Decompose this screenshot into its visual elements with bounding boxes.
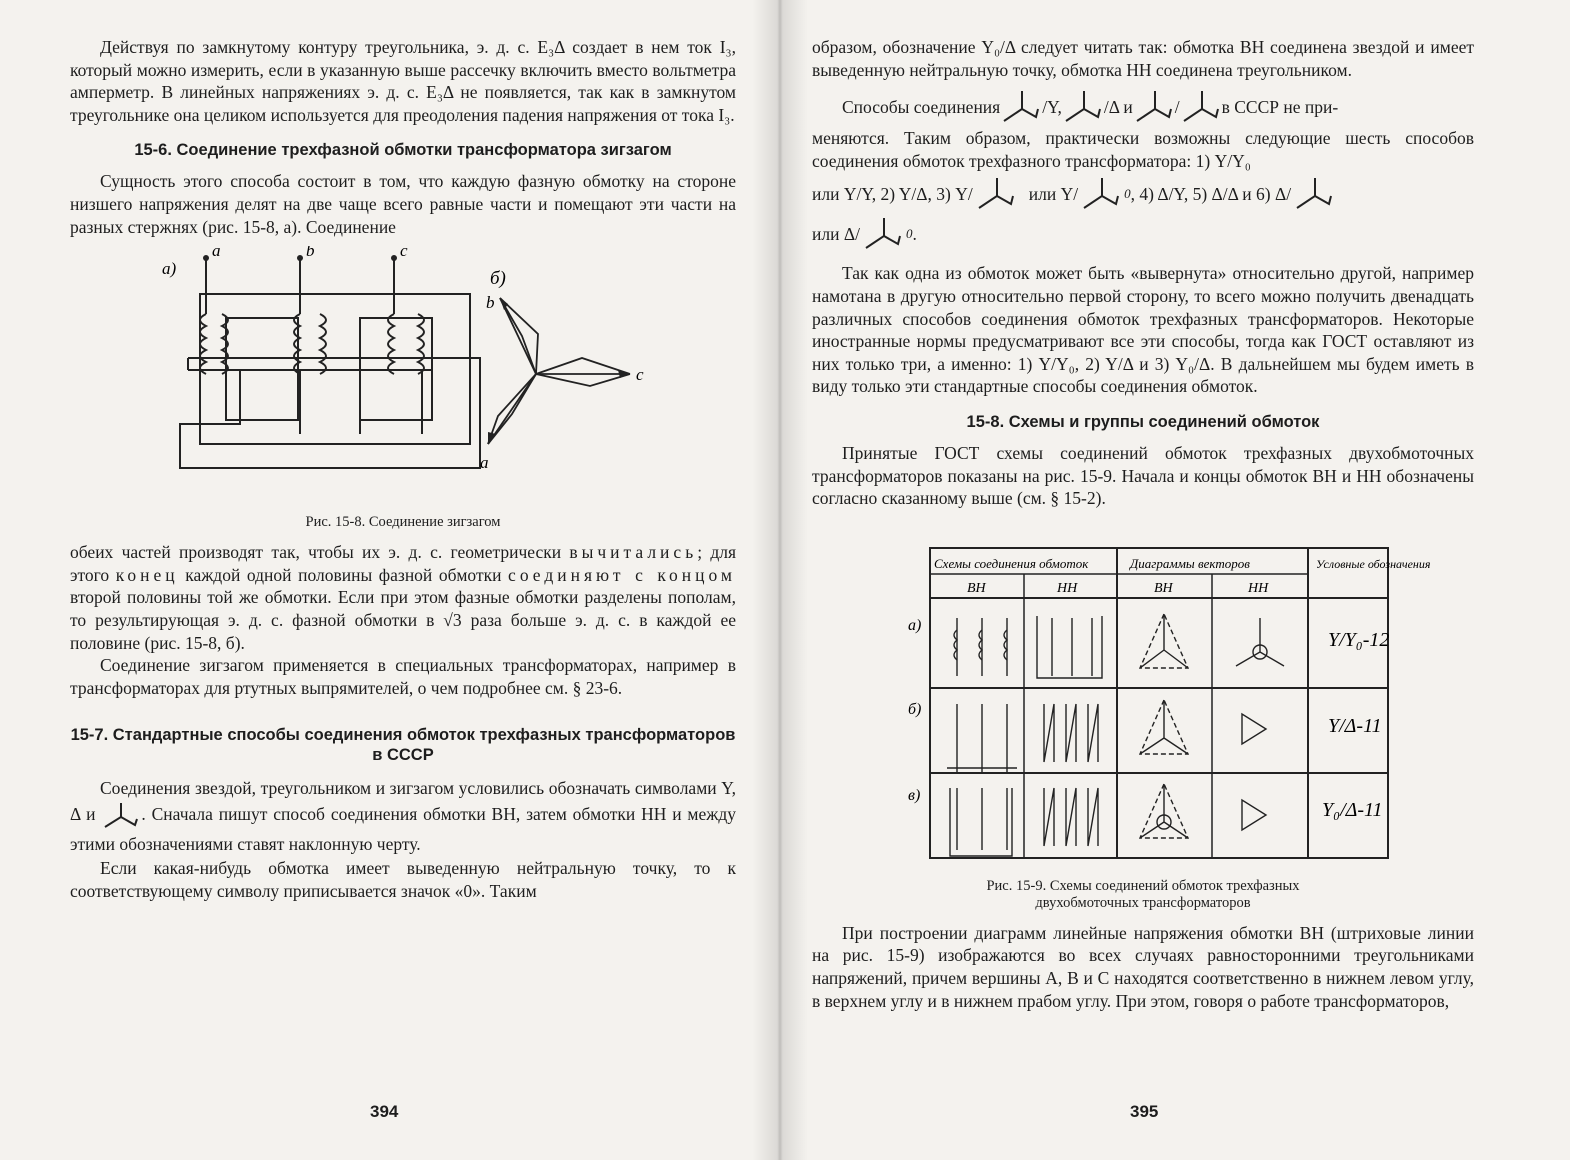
text-run: каждой одной половины фазной обмотки	[185, 564, 502, 585]
header-symbols: Условные обозначения	[1316, 556, 1431, 571]
terminal-c-label: c	[400, 246, 408, 261]
text-run: второй половины той же обмотки. Если при этом фазные обмотки разделены пополам, то результирующая э. д. с. фазной обмотки в √3 раза больше э. д. с. в каждой ее половине (рис. 15-8, б).	[70, 587, 736, 653]
text-run: или Y/Y, 2) Y/Δ, 3) Y/	[812, 184, 973, 205]
vector-b-label: b	[486, 293, 495, 313]
row-label-a: а)	[908, 616, 922, 634]
symbol-line	[812, 87, 1474, 127]
figure-15-8	[70, 246, 736, 508]
page-number: 395	[1130, 1102, 1159, 1121]
row-label-c: в)	[908, 786, 921, 804]
header-diagrams: Диаграммы векторов	[1130, 555, 1250, 571]
zigzag-symbol-icon	[973, 174, 1019, 214]
vector-c-label: c	[636, 365, 644, 385]
zigzag-symbol-icon	[101, 801, 141, 831]
zigzag-symbol-icon	[1180, 87, 1222, 127]
page-number: 394	[370, 1102, 399, 1121]
figure-caption: Рис. 15-8. Соединение зигзагом	[305, 514, 501, 531]
figure-caption	[812, 878, 1474, 912]
header-nn-1: НН	[1057, 580, 1078, 596]
connection-table	[812, 518, 1474, 878]
text-run: Соединения звездой, треугольником и зигзагом условились обозначать символами Y, Δ и	[70, 778, 736, 825]
zigzag-symbol-icon	[1291, 174, 1337, 214]
paragraph: меняются. Таким образом, практически возможны следующие шесть способов соединения обмоток трехфазного трансформатора: 1) Y/Y₀	[812, 128, 1474, 171]
text-run: ; для этого	[70, 542, 736, 585]
section-heading-15-8: 15-8. Схемы и группы соединений обмоток	[966, 412, 1320, 431]
fig8-label-b: б)	[490, 268, 506, 290]
caption-line: Рис. 15-9. Схемы соединений обмоток трехфазных	[986, 877, 1300, 894]
text-run: или Δ/	[812, 224, 860, 245]
text-run: , 4) Δ/Y, 5) Δ/Δ и 6) Δ/	[1130, 184, 1292, 205]
text-run: /	[1174, 97, 1180, 118]
paragraph	[70, 541, 736, 654]
neutral-zero: 0	[905, 226, 913, 242]
section-heading-15-7: 15-7. Стандартные способы соединения обмоток трехфазных трансформаторов в СССР	[70, 726, 736, 765]
vector-a-label: a	[480, 453, 489, 473]
left-page	[0, 0, 780, 1160]
figure-15-9	[812, 518, 1474, 878]
text-run: обеих частей производят так, чтобы их э. д. с. геометрически	[70, 542, 562, 563]
symbol-row-c: Y₀/Δ-11	[1322, 798, 1383, 821]
section-heading-15-6: 15-6. Соединение трехфазной обмотки трансформатора зигзагом	[134, 141, 672, 160]
paragraph: Так как одна из обмоток может быть «вывернута» относительно другой, например намотана в другую относительно первой сторону, то всего можно получить двенадцать различных способов соединения обмоток трехфазных трансформаторов. Некоторые иностранные нормы предусматривают все эти способы, тогда как ГОСТ оставляют из них только три, а именно: 1) Y/Y₀, 2) Y/Δ и 3) Y₀/Δ. В дальнейшем мы будем иметь в виду только эти стандартные способы соединения обмоток.	[812, 263, 1474, 397]
row-label-b: б)	[908, 700, 922, 718]
text-run: /Y,	[1042, 97, 1062, 118]
paragraph: образом, обозначение Y₀/Δ следует читать так: обмотка ВН соединена звездой и имеет выведенную нейтральную точку, обмотка НН соединена треугольником.	[812, 37, 1474, 80]
caption-line: двухобмоточных трансформаторов	[1035, 894, 1251, 911]
symbol-row-a: Y/Y₀-12	[1328, 628, 1390, 651]
zigzag-symbol-icon	[1078, 174, 1124, 214]
zigzag-symbol-icon	[1062, 87, 1104, 127]
text-run: Способы соединения	[842, 97, 1001, 118]
paragraph: Сущность этого способа состоит в том, что каждую фазную обмотку на стороне низшего напряжения делят на две чаще всего равные части и помещают эти части на разных стержнях (рис. 15-8, а). Соединение	[70, 171, 736, 237]
paragraph: Действуя по замкнутому контуру треугольника, э. д. с. E₃Δ создает в нем ток I₃, который можно измерить, если в указанную выше рассечку включить вместо вольтметра амперметр. В линейных напряжениях э. д. с. E₃Δ не появляется, так как в замкнутом треугольнике она целиком используется для преодоления падения напряжения от тока I₃.	[70, 37, 736, 125]
zigzag-diagram	[70, 246, 736, 508]
right-page	[780, 0, 1570, 1160]
zigzag-symbol-icon	[860, 214, 906, 254]
text-run: или Y/	[1028, 184, 1079, 205]
symbol-row-b: Y/Δ-11	[1328, 714, 1382, 737]
header-vn-2: ВН	[1154, 580, 1173, 596]
paragraph: Соединение зигзагом применяется в специальных трансформаторах, например в трансформаторах для ртутных выпрямителей, о чем подробнее см. § 23-6.	[70, 655, 736, 698]
spaced-emphasis: вычитались	[569, 542, 698, 563]
period: .	[912, 224, 917, 245]
symbol-line	[812, 174, 1474, 214]
header-schemes: Схемы соединения обмоток	[934, 555, 1089, 571]
paragraph	[70, 775, 736, 857]
header-nn-2: НН	[1248, 580, 1269, 596]
paragraph: Принятые ГОСТ схемы соединений обмоток трехфазных двухобмоточных трансформаторов показаны на рис. 15-9. Начала и концы обмоток ВН и НН обозначены согласно сказанному выше (см. § 15-2).	[812, 442, 1474, 509]
terminal-a-label: a	[212, 246, 221, 261]
text-run: в СССР не при-	[1221, 97, 1339, 118]
paragraph: При построении диаграмм линейные напряжения обмотки ВН (штриховые линии на рис. 15-9) изображаются во всех случаях равносторонними треугольниками напряжений, причем вершины A, B и C находятся соответственно в нижнем левом углу, в верхнем углу и в нижнем прабом углу. При этом, говоря о работе трансформаторов,	[812, 922, 1474, 1011]
fig8-label-a: а)	[162, 259, 177, 279]
text-run: /Δ и	[1103, 97, 1133, 118]
header-vn-1: ВН	[967, 580, 986, 596]
text-run: . Сначала пишут способ соединения обмотки ВН, затем обмотки НН и между этими обозначениями ставят наклонную черту.	[70, 804, 737, 855]
spaced-emphasis: соединяют с концом	[508, 564, 736, 585]
terminal-b-label: b	[306, 246, 315, 261]
neutral-zero: 0	[1124, 186, 1131, 202]
spaced-emphasis: конец	[115, 564, 179, 585]
zigzag-symbol-icon	[1000, 87, 1042, 127]
paragraph: Если какая-нибудь обмотка имеет выведенную нейтральную точку, то к соответствующему символу приписывается значок «0». Таким	[70, 858, 736, 901]
zigzag-symbol-icon	[1133, 87, 1175, 127]
symbol-line	[812, 214, 1474, 254]
